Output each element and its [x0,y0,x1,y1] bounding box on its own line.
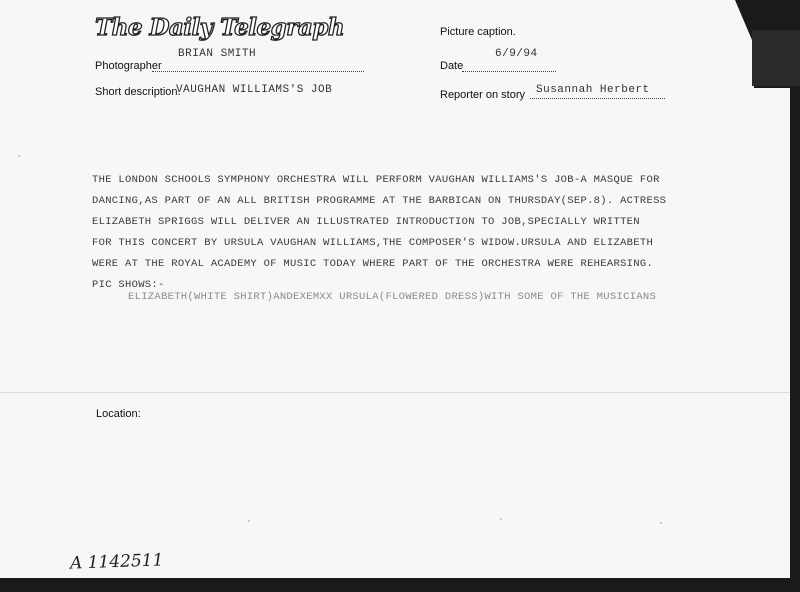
scan-speck [248,520,250,522]
date-value: 6/9/94 [495,48,538,60]
caption-line: FOR THIS CONCERT BY URSULA VAUGHAN WILLIAMS,THE COMPOSER'S WIDOW.URSULA AND ELIZABETH [92,237,654,249]
scan-speck [500,518,502,520]
short-description-value: VAUGHAN WILLIAMS'S JOB [176,84,333,96]
caption-line: WERE AT THE ROYAL ACADEMY OF MUSIC TODAY WHERE PART OF THE ORCHESTRA WERE REHEARSING. [92,258,654,270]
date-line [462,71,556,72]
photographer-value: BRIAN SMITH [178,48,257,60]
reporter-label: Reporter on story [440,89,525,101]
handwritten-reference: A 1142511 [69,550,164,574]
reporter-value: Susannah Herbert [536,84,650,96]
newspaper-masthead: The Daily Telegraph [95,14,345,41]
picture-caption-label: Picture caption. [440,26,516,38]
photographer-label: Photographer [95,60,162,72]
scan-edge [752,30,800,86]
caption-line: THE LONDON SCHOOLS SYMPHONY ORCHESTRA WILL PERFORM VAUGHAN WILLIAMS'S JOB-A MASQUE FOR [92,174,660,186]
caption-line: ELIZABETH SPRIGGS WILL DELIVER AN ILLUSTRATED INTRODUCTION TO JOB,SPECIALLY WRITTEN [92,216,640,228]
scan-speck [18,155,20,157]
pic-shows-description: ELIZABETH(WHITE SHIRT)ANDEXEMXX URSULA(FLOWERED DRESS)WITH SOME OF THE MUSICIANS [128,291,657,303]
reporter-line [530,98,665,99]
section-divider [0,392,790,393]
photographer-line [152,71,364,72]
scan-speck [660,522,662,524]
short-description-label: Short description. [95,86,181,98]
caption-body [92,170,702,296]
date-label: Date [440,60,464,72]
pic-shows-heading: PIC SHOWS:- [92,279,165,291]
location-label: Location: [96,408,141,420]
caption-line: DANCING,AS PART OF AN ALL BRITISH PROGRAMME AT THE BARBICAN ON THURSDAY(SEP.8). ACTRESS [92,195,667,207]
